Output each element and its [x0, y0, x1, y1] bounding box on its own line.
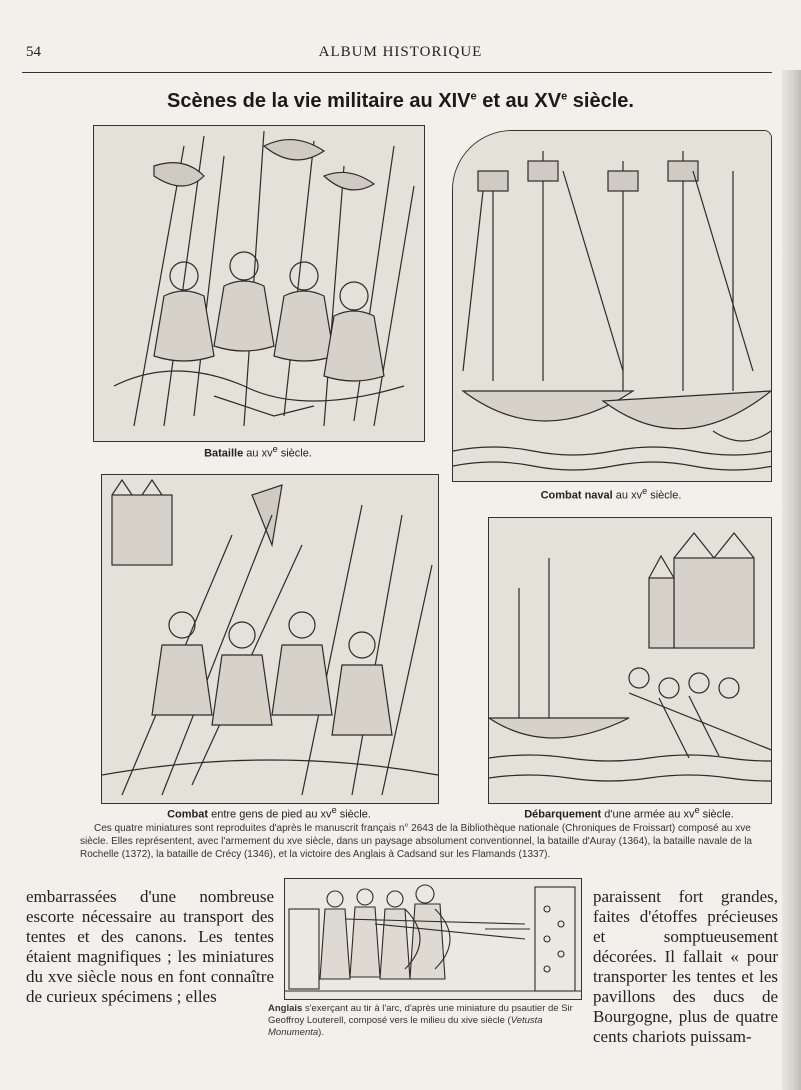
running-title: ALBUM HISTORIQUE	[318, 44, 483, 60]
plates-note: Ces quatre miniatures sont reproduites d'après le manuscrit français n° 2643 de la Bibliothèque nationale (Chroniques de Froissart) composé au xve siècle. Elles représentent, avec l'armement du xve siècle, dans un paysage absolument conventionnel, la bataille d'Auray (1364), la bataille navale de la Rochelle (1372), la bataille de Crécy (1346), et la victoire des Anglais à Cadsand sur les Flamands (1337).	[80, 823, 752, 860]
page-edge-shadow	[782, 70, 801, 1090]
landing-illustration	[489, 518, 771, 803]
plate-debarquement	[488, 517, 772, 804]
plate-bataille	[93, 125, 425, 442]
header-rule	[22, 72, 772, 73]
infantry-combat-illustration	[102, 475, 438, 803]
caption-naval: Combat naval au $xv^e$ siècle.	[540, 486, 682, 502]
plate-combat-pied	[101, 474, 439, 804]
page-number: 54	[26, 44, 41, 60]
caption-archers: Anglais s'exerçant au tir à l'arc, d'après une miniature du psautier de Sir Geoffroy Louterell, composé vers le milieu du xive siècle (Vetusta Monumenta).	[268, 1003, 573, 1038]
plate-naval	[452, 130, 772, 482]
body-text-left: embarrassées d'une nombreuse escorte nécessaire au transport des tentes et des canons. Les tentes étaient magnifiques ; les miniatures du xve siècle nous en font connaître de curieux spécimens ; elles	[26, 887, 274, 1006]
caption-combat-pied: Combat entre gens de pied au $xv^e$ siècle.	[167, 805, 371, 821]
plate-archers	[284, 878, 582, 1000]
caption-bataille: Bataille au $xv^e$ siècle.	[204, 444, 312, 460]
caption-debarquement: Débarquement d'une armée au $xv^e$ siècle.	[524, 805, 734, 821]
page-title: Scènes de la vie militaire au XIVe et au XVe siècle.	[167, 90, 634, 112]
naval-illustration	[453, 131, 771, 481]
archers-illustration	[285, 879, 581, 999]
body-text-right: paraissent fort grandes, faites d'étoffes précieuses et somptueusement décorées. Il fallait « pour transporter les tentes et les pavillons des ducs de Bourgogne, plus de quatre cents chariots puissam-	[593, 887, 778, 1046]
battle-illustration	[94, 126, 424, 441]
